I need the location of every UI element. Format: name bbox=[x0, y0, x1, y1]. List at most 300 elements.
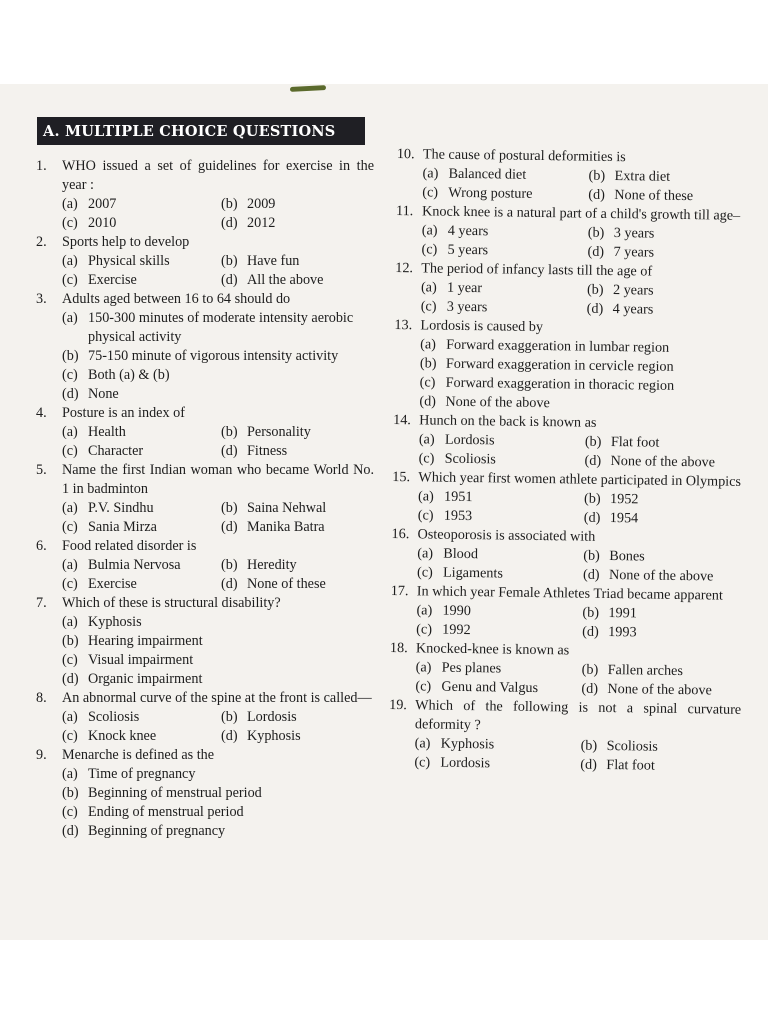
option-c bbox=[62, 651, 374, 670]
section-heading-text: A. MULTIPLE CHOICE QUESTIONS bbox=[43, 122, 336, 140]
question-number: 1. bbox=[36, 158, 47, 174]
question-number: 3. bbox=[36, 291, 47, 307]
option-text: Flat foot bbox=[606, 756, 655, 774]
option-b bbox=[62, 632, 374, 651]
question-text-row bbox=[36, 594, 374, 613]
option-b bbox=[588, 224, 748, 245]
option-text: Extra diet bbox=[614, 168, 671, 185]
option-letter: (b) bbox=[221, 196, 238, 212]
option-c bbox=[418, 449, 578, 470]
option-c bbox=[62, 442, 215, 461]
option-b bbox=[588, 167, 748, 188]
question-text-row bbox=[389, 696, 741, 739]
question-stem: Adults aged between 16 to 64 should do bbox=[62, 291, 291, 307]
option-text: 1 year bbox=[446, 279, 483, 297]
option-text: Heredity bbox=[247, 557, 297, 573]
option-text: Manika Batra bbox=[247, 519, 325, 535]
option-letter: (d) bbox=[62, 823, 79, 839]
option-letter: (a) bbox=[62, 253, 78, 269]
option-text: Scoliosis bbox=[606, 737, 658, 755]
option-text: 3 years bbox=[613, 225, 655, 242]
option-b bbox=[221, 252, 374, 271]
option-letter: (a) bbox=[62, 766, 78, 782]
left-question-column bbox=[36, 157, 374, 841]
option-letter: (c) bbox=[416, 621, 433, 638]
option-text: Health bbox=[88, 424, 126, 440]
option-letter: (d) bbox=[221, 728, 238, 744]
option-letter: (d) bbox=[584, 452, 602, 469]
option-text: Wrong posture bbox=[448, 184, 533, 202]
option-letter: (d) bbox=[221, 519, 238, 535]
option-text: 2007 bbox=[88, 196, 117, 212]
question-number: 4. bbox=[36, 405, 47, 421]
option-text: Kyphosis bbox=[440, 735, 495, 753]
option-a bbox=[422, 221, 582, 242]
option-d bbox=[580, 756, 740, 777]
question-3 bbox=[36, 290, 374, 404]
option-text: None of the above bbox=[608, 567, 714, 585]
option-text: Pes planes bbox=[441, 659, 502, 677]
option-letter: (d) bbox=[419, 393, 437, 410]
option-c bbox=[421, 297, 581, 318]
question-18 bbox=[389, 639, 742, 701]
option-letter: (c) bbox=[418, 450, 435, 467]
option-d bbox=[221, 214, 374, 233]
option-text: None of the above bbox=[445, 393, 550, 412]
option-text: None of these bbox=[614, 187, 694, 205]
section-heading bbox=[37, 117, 365, 145]
option-letter: (b) bbox=[583, 547, 600, 564]
options-group bbox=[36, 765, 374, 841]
option-text: Beginning of menstrual period bbox=[88, 785, 262, 801]
option-text: Balanced diet bbox=[448, 165, 527, 183]
option-letter: (b) bbox=[583, 490, 601, 507]
options-group bbox=[393, 335, 746, 416]
options-group bbox=[36, 708, 374, 746]
question-number: 10. bbox=[396, 145, 415, 163]
option-a bbox=[421, 278, 581, 299]
option-a bbox=[422, 164, 582, 185]
question-12 bbox=[395, 259, 748, 321]
question-number: 16. bbox=[391, 525, 410, 543]
option-text: Ending of menstrual period bbox=[88, 804, 244, 820]
option-letter: (c) bbox=[62, 443, 78, 459]
option-c bbox=[416, 620, 576, 641]
option-text: Lordosis bbox=[247, 709, 297, 725]
option-text: 75-150 minute of vigorous intensity activity bbox=[88, 348, 339, 364]
option-letter: (a) bbox=[416, 602, 433, 619]
question-number: 13. bbox=[394, 316, 413, 334]
question-4 bbox=[36, 404, 374, 461]
option-text: Character bbox=[88, 443, 144, 459]
option-letter: (d) bbox=[221, 443, 238, 459]
option-d bbox=[221, 727, 374, 746]
question-number: 19. bbox=[389, 696, 408, 714]
option-letter: (d) bbox=[62, 671, 79, 687]
question-number: 15. bbox=[392, 468, 411, 486]
option-letter: (b) bbox=[62, 785, 79, 801]
option-text: Fitness bbox=[247, 443, 288, 459]
question-stem: In which year Female Athletes Triad became apparent bbox=[416, 583, 723, 604]
option-d bbox=[221, 271, 374, 290]
option-text: Forward exaggeration in thoracic region bbox=[445, 374, 675, 394]
option-text: Lordosis bbox=[440, 754, 491, 772]
option-text: 1992 bbox=[442, 621, 471, 639]
option-b bbox=[585, 433, 745, 454]
option-text: Saina Nehwal bbox=[247, 500, 327, 516]
option-a bbox=[415, 734, 575, 755]
option-text: Scoliosis bbox=[88, 709, 140, 725]
option-a bbox=[62, 556, 215, 575]
option-c bbox=[62, 214, 215, 233]
option-b bbox=[582, 661, 742, 682]
option-letter: (b) bbox=[221, 709, 238, 725]
option-letter: (a) bbox=[420, 336, 437, 353]
option-a bbox=[62, 252, 215, 271]
question-14 bbox=[392, 411, 745, 473]
options-group bbox=[36, 613, 374, 689]
option-text: Bones bbox=[609, 548, 645, 565]
option-text: 1993 bbox=[608, 623, 637, 641]
question-stem: Lordosis is caused by bbox=[420, 317, 544, 336]
options-group bbox=[395, 278, 747, 321]
option-letter: (a) bbox=[415, 659, 432, 676]
option-c bbox=[62, 271, 215, 290]
question-stem: Osteoporosis is associated with bbox=[417, 526, 596, 545]
question-9 bbox=[36, 746, 374, 841]
option-a bbox=[62, 195, 215, 214]
option-d bbox=[584, 509, 744, 530]
option-letter: (b) bbox=[588, 167, 606, 184]
option-letter: (b) bbox=[62, 348, 79, 364]
option-text: Kyphosis bbox=[247, 728, 301, 744]
option-a bbox=[416, 601, 576, 622]
option-text: 7 years bbox=[613, 244, 655, 261]
option-text: Sania Mirza bbox=[88, 519, 157, 535]
option-text: Blood bbox=[443, 545, 479, 563]
option-letter: (b) bbox=[580, 737, 598, 754]
option-d bbox=[587, 300, 747, 321]
option-letter: (c) bbox=[62, 367, 78, 383]
question-stem: Posture is an index of bbox=[62, 405, 185, 421]
option-c bbox=[62, 518, 215, 537]
option-letter: (b) bbox=[582, 604, 600, 621]
option-letter: (c) bbox=[62, 272, 78, 288]
question-number: 18. bbox=[389, 639, 408, 657]
option-letter: (b) bbox=[584, 433, 602, 450]
option-letter: (d) bbox=[583, 509, 601, 526]
option-a bbox=[62, 613, 374, 632]
option-letter: (a) bbox=[414, 735, 431, 752]
question-5 bbox=[36, 461, 374, 537]
option-d bbox=[582, 623, 742, 644]
option-text: Beginning of pregnancy bbox=[88, 823, 226, 839]
option-letter: (d) bbox=[581, 680, 599, 697]
option-a bbox=[417, 544, 577, 565]
option-letter: (d) bbox=[221, 215, 238, 231]
option-text: Physical skills bbox=[88, 253, 170, 269]
option-letter: (a) bbox=[62, 614, 78, 630]
option-text: 150-300 minutes of moderate intensity aerobic physical activity bbox=[88, 310, 354, 345]
question-stem: Sports help to develop bbox=[62, 234, 190, 250]
question-stem: The cause of postural deformities is bbox=[422, 146, 626, 166]
option-text: Both (a) & (b) bbox=[88, 367, 170, 383]
question-stem: Knock knee is a natural part of a child's growth till age– bbox=[421, 203, 741, 224]
option-text: 1953 bbox=[443, 507, 473, 525]
option-text: Organic impairment bbox=[88, 671, 203, 687]
question-8 bbox=[36, 689, 374, 746]
question-stem: Which of the following is not a spinal curvature deformity ? bbox=[414, 697, 742, 734]
option-letter: (a) bbox=[62, 500, 78, 516]
option-letter: (a) bbox=[417, 488, 434, 505]
right-question-column bbox=[388, 145, 749, 777]
options-group bbox=[392, 487, 744, 530]
question-13 bbox=[393, 316, 746, 416]
option-d bbox=[587, 243, 747, 264]
option-letter: (a) bbox=[420, 279, 437, 296]
option-b bbox=[62, 784, 374, 803]
question-stem: Which year first women athlete participated in Olympics bbox=[418, 469, 742, 490]
option-letter: (c) bbox=[415, 678, 432, 695]
option-c bbox=[62, 803, 374, 822]
question-stem: WHO issued a set of guidelines for exercise in the year : bbox=[62, 158, 374, 193]
options-group bbox=[36, 309, 374, 404]
option-c bbox=[421, 240, 581, 261]
question-11 bbox=[395, 202, 748, 264]
option-b bbox=[221, 423, 374, 442]
options-group bbox=[390, 601, 742, 644]
option-text: None of the above bbox=[610, 453, 716, 471]
option-text: Exercise bbox=[88, 272, 137, 288]
option-text: 2009 bbox=[247, 196, 276, 212]
question-stem: Hunch on the back is known as bbox=[419, 412, 597, 431]
option-text: Flat foot bbox=[610, 434, 660, 451]
option-letter: (d) bbox=[582, 623, 599, 640]
option-letter: (a) bbox=[417, 545, 434, 562]
option-text: Genu and Valgus bbox=[441, 678, 539, 697]
question-stem: The period of infancy lasts till the age of bbox=[421, 260, 653, 280]
option-a bbox=[62, 765, 374, 784]
question-17 bbox=[390, 582, 743, 644]
option-letter: (c) bbox=[416, 564, 433, 581]
option-d bbox=[62, 822, 374, 841]
option-d bbox=[221, 575, 374, 594]
option-text: Knock knee bbox=[88, 728, 157, 744]
option-letter: (c) bbox=[422, 184, 439, 201]
question-15 bbox=[392, 468, 745, 530]
question-number: 17. bbox=[390, 582, 409, 600]
option-letter: (a) bbox=[62, 557, 78, 573]
option-letter: (a) bbox=[62, 310, 78, 326]
option-letter: (c) bbox=[421, 241, 438, 258]
option-letter: (c) bbox=[62, 215, 78, 231]
option-letter: (c) bbox=[417, 507, 434, 524]
question-number: 6. bbox=[36, 538, 47, 554]
option-text: P.V. Sindhu bbox=[88, 500, 154, 516]
option-text: 1991 bbox=[608, 604, 637, 622]
question-number: 8. bbox=[36, 690, 47, 706]
question-10 bbox=[396, 145, 749, 207]
option-letter: (c) bbox=[62, 652, 78, 668]
question-number: 7. bbox=[36, 595, 47, 611]
question-2 bbox=[36, 233, 374, 290]
option-letter: (d) bbox=[221, 272, 238, 288]
options-group bbox=[395, 221, 747, 264]
option-c bbox=[422, 183, 582, 204]
question-stem: Knocked-knee is known as bbox=[415, 640, 570, 659]
option-c bbox=[418, 506, 578, 527]
question-text-row bbox=[36, 537, 374, 556]
question-text-row bbox=[36, 746, 374, 765]
option-text: Forward exaggeration in cervicle region bbox=[445, 355, 674, 375]
option-text: Hearing impairment bbox=[88, 633, 203, 649]
question-7 bbox=[36, 594, 374, 689]
option-d bbox=[221, 518, 374, 537]
option-text: None bbox=[88, 386, 119, 402]
option-d bbox=[584, 452, 744, 473]
option-letter: (b) bbox=[586, 281, 604, 298]
option-letter: (c) bbox=[420, 298, 437, 315]
options-group bbox=[396, 164, 748, 207]
question-number: 14. bbox=[393, 411, 412, 429]
option-text: 2 years bbox=[612, 282, 654, 299]
question-number: 2. bbox=[36, 234, 47, 250]
option-text: Ligaments bbox=[442, 564, 504, 582]
option-text: 3 years bbox=[446, 298, 488, 316]
option-a bbox=[419, 430, 579, 451]
options-group bbox=[391, 544, 743, 587]
option-text: None of these bbox=[247, 576, 326, 592]
option-letter: (d) bbox=[587, 243, 605, 260]
option-letter: (d) bbox=[221, 576, 238, 592]
option-text: 2012 bbox=[247, 215, 276, 231]
option-text: Time of pregnancy bbox=[88, 766, 196, 782]
option-d bbox=[62, 670, 374, 689]
option-letter: (b) bbox=[221, 500, 238, 516]
option-text: 4 years bbox=[447, 222, 489, 240]
option-text: 1952 bbox=[609, 491, 639, 508]
option-letter: (a) bbox=[421, 222, 438, 239]
option-letter: (a) bbox=[62, 196, 78, 212]
option-c bbox=[62, 366, 374, 385]
option-letter: (c) bbox=[62, 519, 78, 535]
option-text: 1951 bbox=[443, 488, 473, 506]
option-text: 5 years bbox=[447, 241, 489, 259]
option-text: Have fun bbox=[247, 253, 300, 269]
option-b bbox=[221, 708, 374, 727]
question-19 bbox=[388, 696, 741, 777]
option-text: 1954 bbox=[609, 510, 639, 527]
question-text-row bbox=[36, 290, 374, 309]
question-text-row bbox=[36, 233, 374, 252]
question-stem: Which of these is structural disability? bbox=[62, 595, 281, 611]
question-stem: Food related disorder is bbox=[62, 538, 197, 554]
option-b bbox=[583, 547, 743, 568]
question-number: 9. bbox=[36, 747, 47, 763]
option-letter: (c) bbox=[62, 804, 78, 820]
option-letter: (b) bbox=[581, 661, 599, 678]
question-number: 5. bbox=[36, 462, 47, 478]
options-group bbox=[36, 195, 374, 233]
option-letter: (c) bbox=[414, 754, 431, 771]
options-group bbox=[392, 430, 744, 473]
option-a bbox=[62, 708, 215, 727]
option-b bbox=[221, 499, 374, 518]
question-16 bbox=[391, 525, 744, 587]
option-b bbox=[221, 195, 374, 214]
option-letter: (b) bbox=[221, 557, 238, 573]
option-d bbox=[583, 566, 743, 587]
option-a bbox=[62, 309, 374, 347]
option-text: Exercise bbox=[88, 576, 137, 592]
option-letter: (b) bbox=[221, 424, 238, 440]
question-6 bbox=[36, 537, 374, 594]
option-b bbox=[584, 490, 744, 511]
option-text: Forward exaggeration in lumbar region bbox=[446, 336, 670, 356]
option-letter: (b) bbox=[221, 253, 238, 269]
question-number: 12. bbox=[395, 259, 414, 277]
option-d bbox=[581, 680, 741, 701]
option-letter: (d) bbox=[580, 756, 598, 773]
option-b bbox=[582, 604, 742, 625]
option-letter: (d) bbox=[62, 386, 79, 402]
option-letter: (a) bbox=[418, 431, 435, 448]
question-text-row bbox=[36, 689, 374, 708]
option-letter: (a) bbox=[422, 165, 439, 182]
option-c bbox=[62, 727, 215, 746]
question-stem: An abnormal curve of the spine at the front is called— bbox=[62, 690, 372, 706]
option-letter: (b) bbox=[62, 633, 79, 649]
question-1 bbox=[36, 157, 374, 233]
option-c bbox=[415, 677, 575, 698]
option-letter: (b) bbox=[587, 224, 605, 241]
option-d bbox=[588, 186, 748, 207]
option-text: None of the above bbox=[607, 680, 712, 699]
option-letter: (a) bbox=[62, 424, 78, 440]
options-group bbox=[389, 658, 741, 701]
options-group bbox=[36, 556, 374, 594]
option-d bbox=[221, 442, 374, 461]
option-b bbox=[221, 556, 374, 575]
options-group bbox=[36, 423, 374, 461]
option-d bbox=[62, 385, 374, 404]
option-letter: (b) bbox=[419, 355, 437, 372]
question-text-row bbox=[36, 461, 374, 499]
option-text: Kyphosis bbox=[88, 614, 142, 630]
option-text: 1990 bbox=[442, 602, 471, 620]
option-text: 4 years bbox=[612, 301, 654, 318]
option-letter: (d) bbox=[582, 566, 600, 583]
option-letter: (c) bbox=[419, 374, 436, 391]
option-b bbox=[587, 281, 747, 302]
options-group bbox=[36, 252, 374, 290]
option-b bbox=[62, 347, 374, 366]
options-group bbox=[36, 499, 374, 537]
options-group bbox=[388, 734, 740, 777]
question-stem: Name the first Indian woman who became World No. 1 in badminton bbox=[62, 462, 374, 497]
question-stem: Menarche is defined as the bbox=[62, 747, 215, 763]
option-text: Fallen arches bbox=[607, 661, 684, 680]
option-text: All the above bbox=[247, 272, 324, 288]
option-text: Bulmia Nervosa bbox=[88, 557, 181, 573]
question-number: 11. bbox=[395, 202, 414, 220]
question-text-row bbox=[36, 404, 374, 423]
option-letter: (d) bbox=[586, 300, 604, 317]
option-text: Visual impairment bbox=[88, 652, 194, 668]
option-letter: (a) bbox=[62, 709, 78, 725]
option-letter: (c) bbox=[62, 728, 78, 744]
option-c bbox=[414, 753, 574, 774]
